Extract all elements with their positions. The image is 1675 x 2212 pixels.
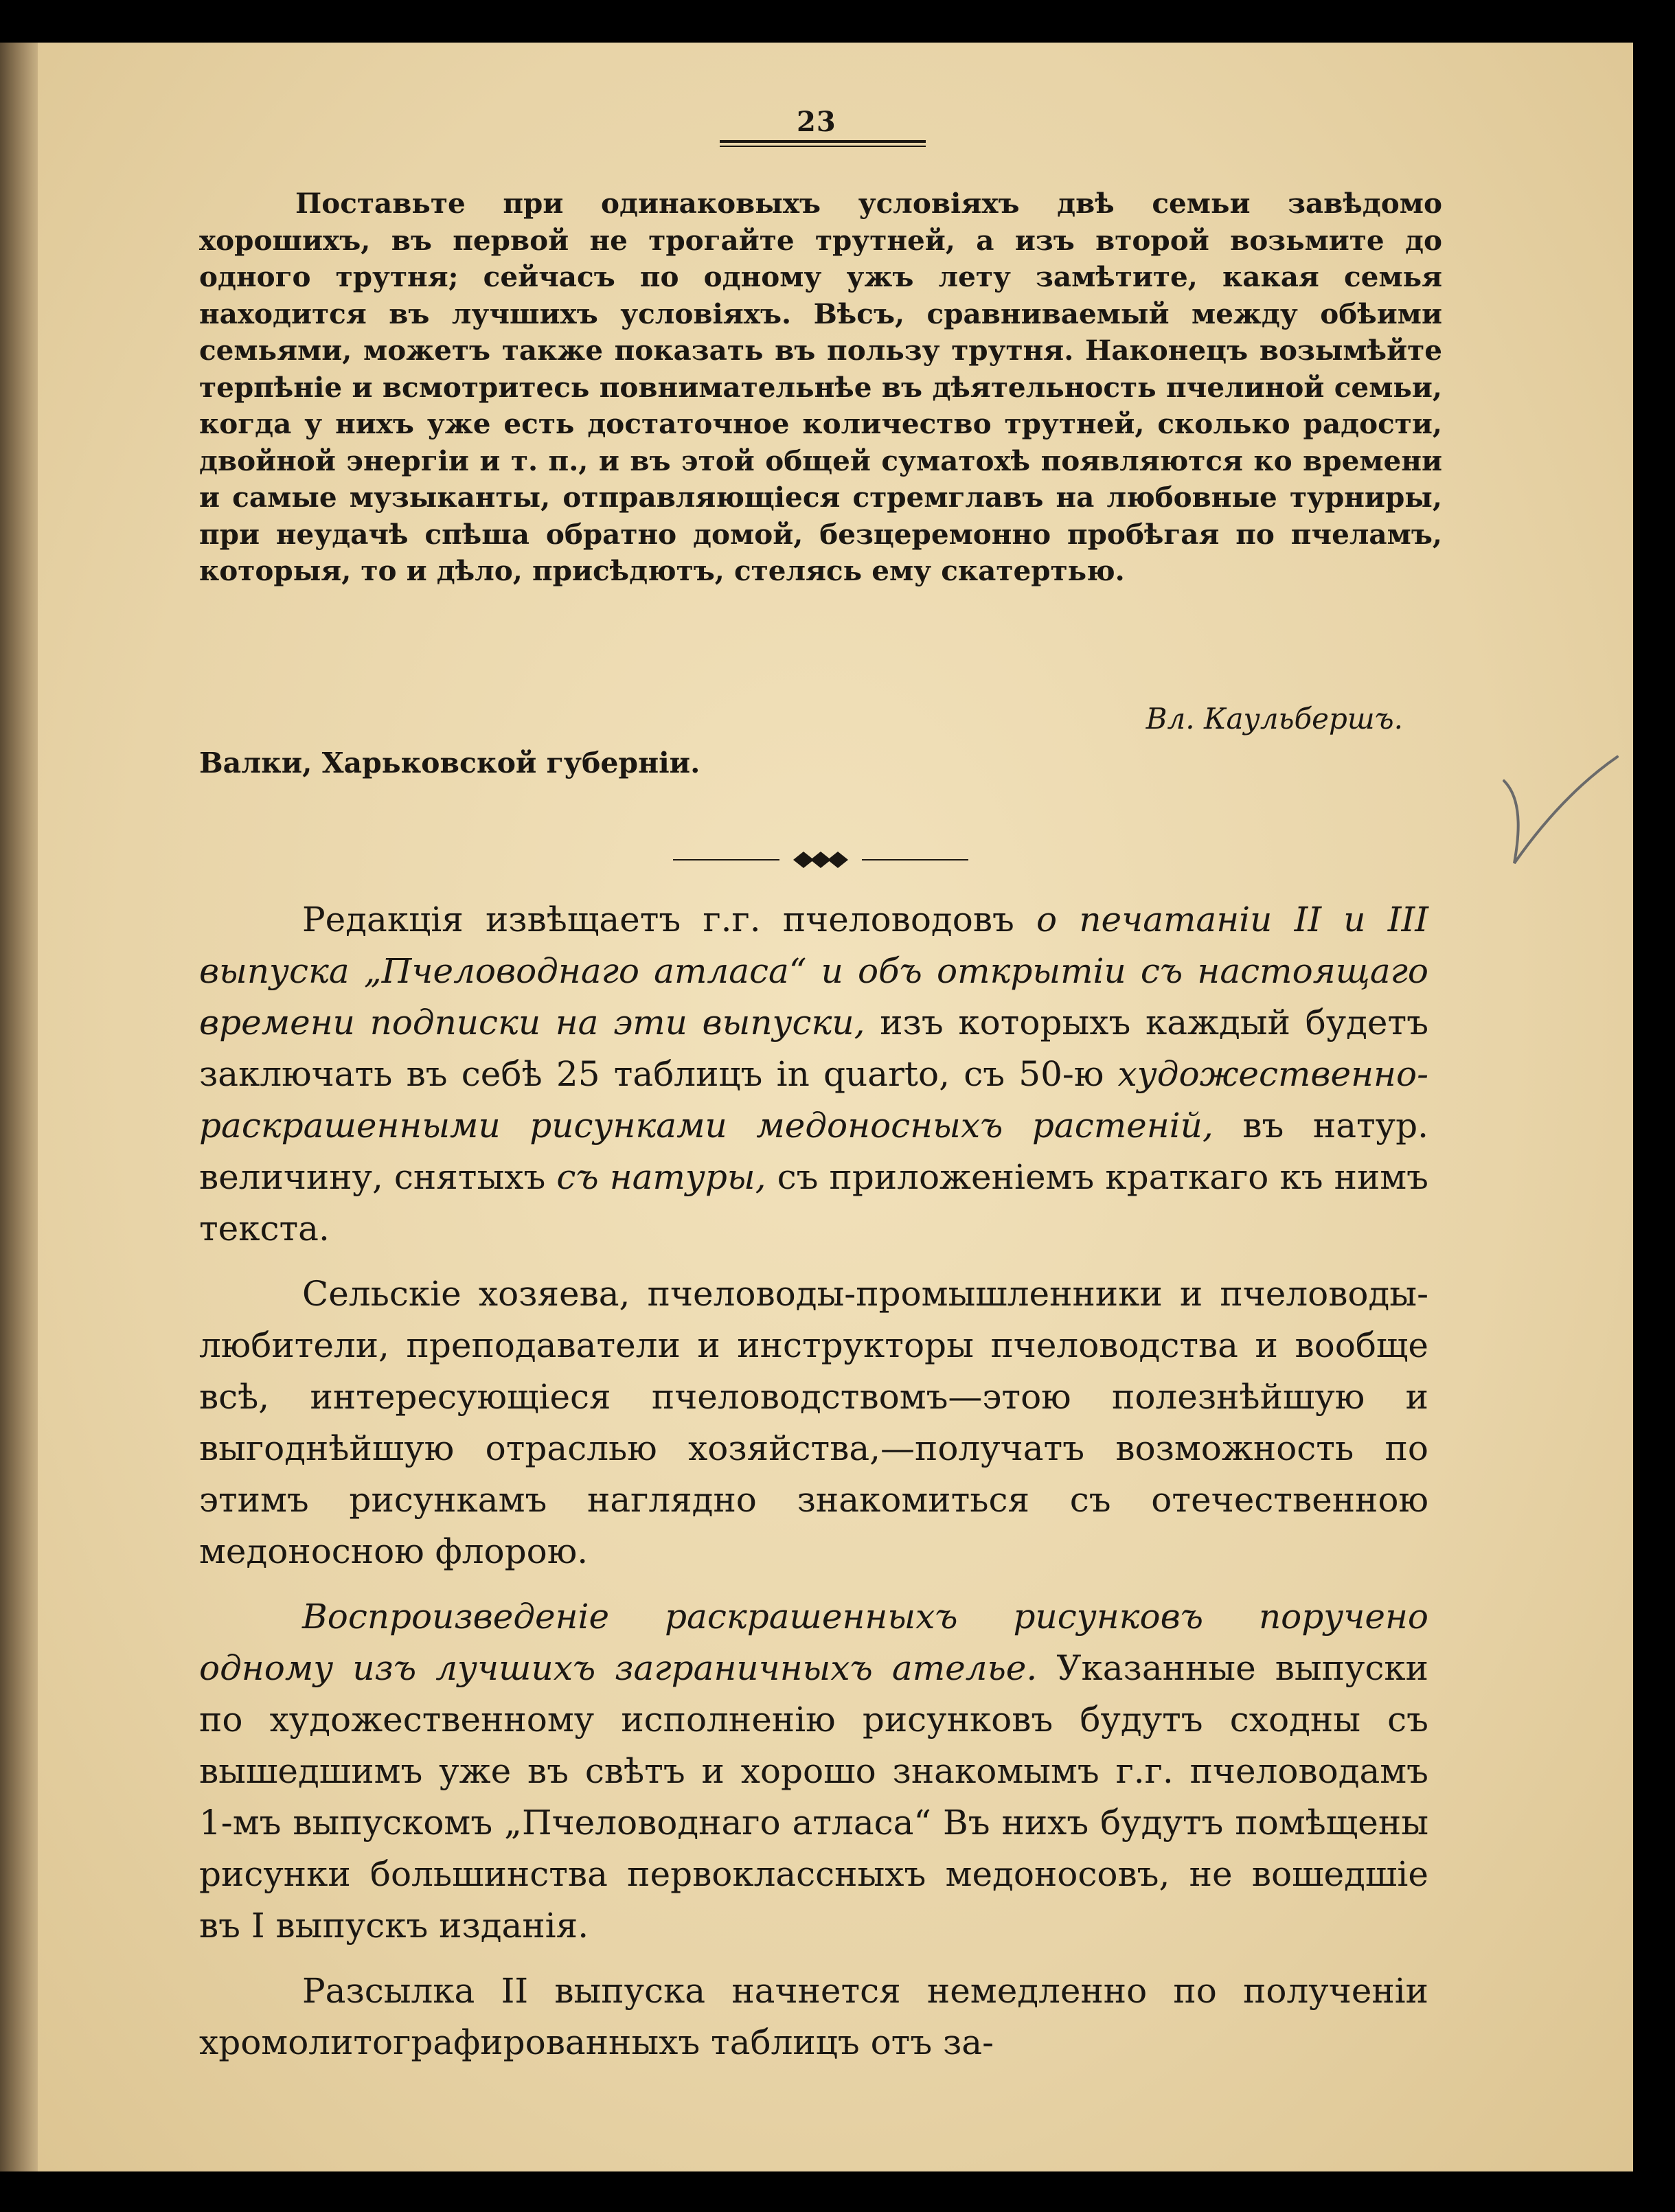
italic-run: Воспроизведеніе раскрашенныхъ рисунковъ поручено одному изъ лучшихъ заграничныхъ ателье. (199, 1597, 1428, 1688)
book-spine-shadow (0, 43, 38, 2171)
announcement-paragraph-3 (199, 1591, 1428, 1952)
announcement-text (199, 894, 1428, 2082)
author-signature: Вл. Каульбершъ. (1146, 702, 1403, 736)
page-number-rule-top (720, 140, 926, 143)
page-number-rule-bottom (720, 146, 926, 147)
announcement-paragraph-2: Сельскіе хозяева, пчеловоды-промышленники и пчеловоды-любители, преподаватели и инструкторы пчеловодства и вообще всѣ, интересующіеся пчеловодствомъ—этою полезнѣйшую и выгоднѣйшую отраслью хозяйства,—получатъ возможность по этимъ рисункамъ наглядно знакомиться съ отечественною медоносною флорою. (199, 1274, 1428, 1571)
italic-run: о печатаніи II и III выпуска „Пчеловоднаго атласа“ и объ открытіи съ настоящаго времени подписки на эти выпуски, (199, 900, 1428, 1042)
italic-run: художественно-раскрашенными рисунками медоносныхъ растеній, (199, 1054, 1428, 1145)
announcement-paragraph-1 (199, 894, 1428, 1255)
italic-run: съ натуры, (556, 1157, 766, 1197)
text-run: въ натур. величину, снятыхъ (199, 1106, 1428, 1197)
page-number: 23 (797, 106, 836, 138)
book-page (0, 43, 1633, 2171)
announcement-paragraph-4: Разсылка II выпуска начнется немедленно по полученіи хромолитографированныхъ таблицъ отъ за- (199, 1971, 1428, 2062)
text-run: изъ которыхъ каждый будетъ заключать въ себѣ 25 таблицъ in quarto, съ 50-ю (199, 1003, 1428, 1094)
ornament-divider (673, 846, 968, 874)
place-line: Валки, Харьковской губерніи. (199, 746, 700, 779)
article-text (199, 185, 1442, 590)
text-run: Указанные выпуски по художественному исполненію рисунковъ будутъ сходны съ вышедшимъ уже въ свѣтъ и хорошо знакомымъ г.г. пчеловодамъ 1-мъ выпускомъ „Пчеловоднаго атласа“ Въ нихъ будутъ помѣщены рисунки большинства первоклассныхъ медоносовъ, не вошедшіе въ I выпускъ изданія. (199, 1648, 1428, 1946)
pencil-checkmark-icon (1497, 753, 1621, 870)
article-paragraph: Поставьте при одинаковыхъ условіяхъ двѣ семьи завѣдомо хорошихъ, въ первой не трогайте трутней, а изъ второй возьмите до одного трутня; сейчасъ по одному ужъ лету замѣтите, какая семья находится въ лучшихъ условіяхъ. Вѣсъ, сравниваемый между обѣими семьями, можетъ также показать въ пользу трутня. Наконецъ возымѣйте терпѣніе и всмотритесь повнимательнѣе въ дѣятельность пчелиной семьи, когда у нихъ уже есть достаточное количество трутней, сколько радости, двойной энергіи и т. п., и въ этой общей суматохѣ появляются ко времени и самые музыканты, отправляющіеся стремглавъ на любовные турниры, при неудачѣ спѣша обратно домой, безцеремонно пробѣгая по пчеламъ, которыя, то и дѣло, присѣдютъ, стелясь ему скатертью. (199, 187, 1442, 587)
text-run: Редакція извѣщаетъ г.г. пчеловодовъ (302, 900, 1036, 939)
text-run: съ приложеніемъ краткаго къ нимъ текста. (199, 1157, 1428, 1248)
